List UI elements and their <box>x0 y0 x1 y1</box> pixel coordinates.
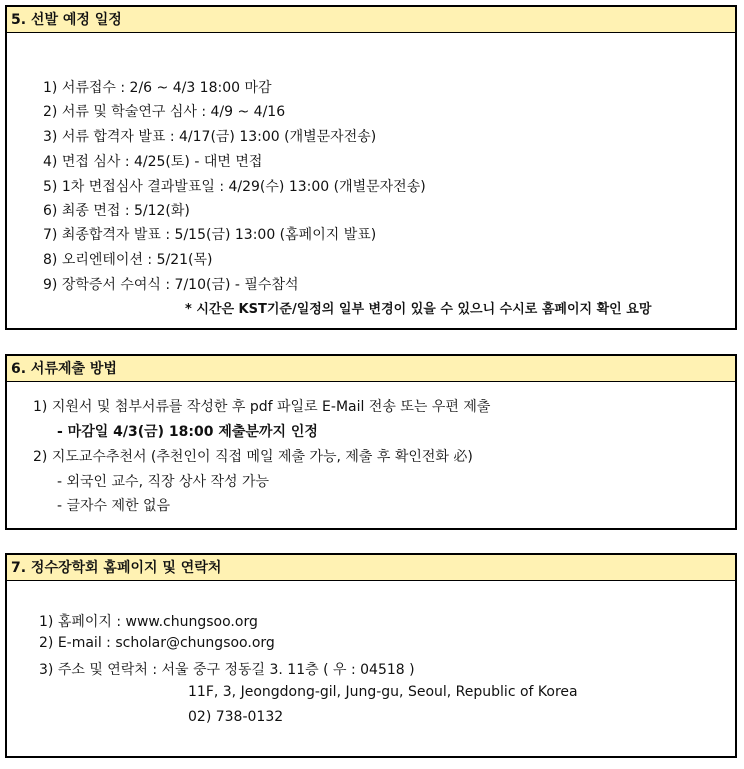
phone-line: 02) 738-0132 <box>188 709 284 725</box>
schedule-item: 8) 오리엔테이션 : 5/21(목) <box>43 252 213 268</box>
schedule-item: 2) 서류 및 학술연구 심사 : 4/9 ~ 4/16 <box>43 104 286 120</box>
schedule-item: 5) 1차 면접심사 결과발표일 : 4/29(수) 13:00 (개별문자전송) <box>43 179 426 195</box>
section-submission <box>5 354 737 530</box>
section-schedule <box>5 5 737 330</box>
section-title: 7. 정수장학회 홈페이지 및 연락처 <box>7 555 735 581</box>
schedule-item: 3) 서류 합격자 발표 : 4/17(금) 13:00 (개별문자전송) <box>43 129 377 145</box>
schedule-item: 9) 장학증서 수여식 : 7/10(금) - 필수참석 <box>43 277 299 293</box>
address-line: 3) 주소 및 연락처 : 서울 중구 정동길 3. 11층 ( 우 : 04518 ) <box>39 662 415 678</box>
schedule-item: 7) 최종합격자 발표 : 5/15(금) 13:00 (홈페이지 발표) <box>43 227 377 243</box>
recommendation-note: - 글자수 제한 없음 <box>57 498 171 514</box>
submission-deadline: - 마감일 4/3(금) 18:00 제출분까지 인정 <box>57 424 318 440</box>
section-title: 6. 서류제출 방법 <box>7 356 735 382</box>
recommendation-note: - 외국인 교수, 직장 상사 작성 가능 <box>57 474 270 490</box>
schedule-item: 6) 최종 면접 : 5/12(화) <box>43 203 190 219</box>
homepage-line: 1) 홈페이지 : www.chungsoo.org <box>39 614 258 630</box>
submission-method: 1) 지원서 및 첨부서류를 작성한 후 pdf 파일로 E-Mail 전송 또는 우편 제출 <box>33 399 491 415</box>
schedule-item: 4) 면접 심사 : 4/25(토) - 대면 면접 <box>43 154 263 170</box>
section-contact <box>5 553 737 758</box>
address-english: 11F, 3, Jeongdong-gil, Jung-gu, Seoul, Republic of Korea <box>188 684 578 700</box>
recommendation-letter: 2) 지도교수추천서 (추천인이 직접 메일 제출 가능, 제출 후 확인전화 必) <box>33 449 473 465</box>
section-title: 5. 선발 예정 일정 <box>7 7 735 33</box>
email-line: 2) E-mail : scholar@chungsoo.org <box>39 635 275 651</box>
schedule-item: 1) 서류접수 : 2/6 ~ 4/3 18:00 마감 <box>43 80 272 96</box>
schedule-note: * 시간은 KST기준/일정의 일부 변경이 있을 수 있으니 수시로 홈페이지 확인 요망 <box>185 302 652 317</box>
